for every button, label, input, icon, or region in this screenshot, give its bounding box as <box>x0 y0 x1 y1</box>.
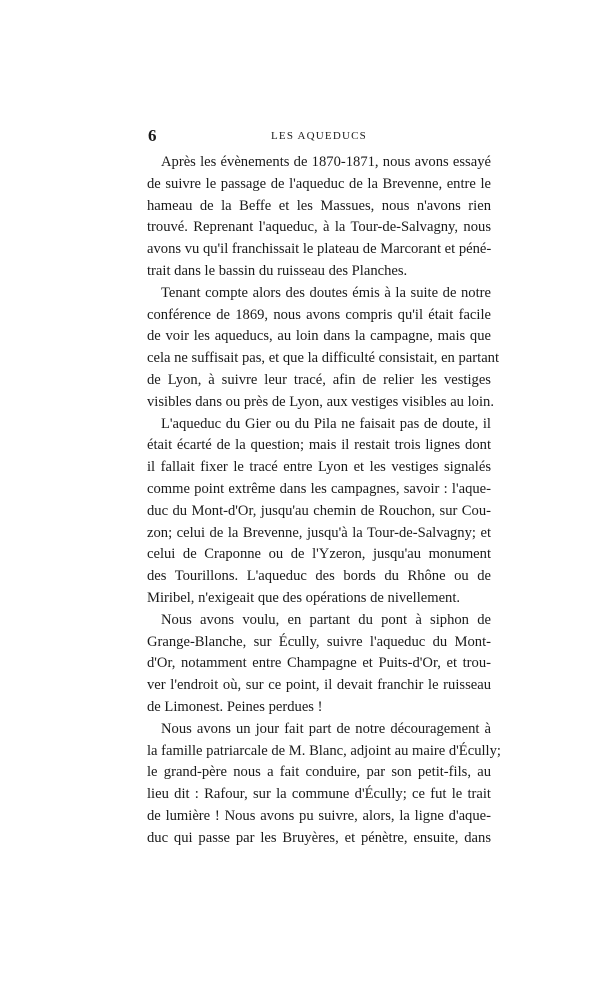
text-line: Grange-Blanche, sur Écully, suivre l'aqueduc du Mont- <box>147 633 491 650</box>
paragraph <box>147 152 491 283</box>
text-line: visibles dans ou près de Lyon, aux vestiges visibles au loin. <box>147 393 494 410</box>
text-line: avons vu qu'il franchissait le plateau de Marcorant et péné- <box>147 241 492 258</box>
text-line: le grand-père nous a fait conduire, par son petit-fils, au <box>147 764 491 781</box>
text-line: L'aqueduc du Gier ou du Pila ne faisait pas de doute, il <box>161 415 491 432</box>
page-number: 6 <box>148 126 157 145</box>
text-line: de Lyon, à suivre leur tracé, afin de relier les vestiges <box>147 371 491 388</box>
text-line: zon; celui de la Brevenne, jusqu'à la Tour-de-Salvagny; et <box>147 524 491 541</box>
text-line: la famille patriarcale de M. Blanc, adjoint au maire d'Écully; <box>147 742 501 759</box>
text-line: de suivre le passage de l'aqueduc de la Brevenne, entre le <box>147 175 491 192</box>
text-line: Après les évènements de 1870-1871, nous avons essayé <box>161 154 491 170</box>
text-line: conférence de 1869, nous avons compris qu'il était facile <box>147 306 491 323</box>
paragraph <box>147 719 501 850</box>
text-line: trouvé. Reprenant l'aqueduc, à la Tour-de-Salvagny, nous <box>147 219 491 236</box>
running-title: LES AQUEDUCS <box>271 130 367 142</box>
text-line: celui de Craponne ou de l'Yzeron, jusqu'au monument <box>147 546 491 563</box>
text-line: Nous avons un jour fait part de notre découragement à <box>161 720 491 737</box>
text-line: duc qui passe par les Bruyères, et pénètre, ensuite, dans <box>147 829 491 846</box>
text-line: hameau de la Beffe et les Massues, nous n'avons rien <box>147 197 491 214</box>
body-text <box>147 152 501 850</box>
paragraph <box>147 610 491 719</box>
text-line: Miribel, n'exigeait que des opérations de nivellement. <box>147 589 461 606</box>
text-line: Tenant compte alors des doutes émis à la suite de notre <box>161 284 491 301</box>
text-line: comme point extrême dans les campagnes, savoir : l'aque- <box>147 480 491 497</box>
text-line: des Tourillons. L'aqueduc des bords du Rhône ou de <box>147 568 491 585</box>
paragraph <box>147 414 491 610</box>
text-line: lieu dit : Rafour, sur la commune d'Écully; ce fut le trait <box>147 786 491 803</box>
text-line: trait dans le bassin du ruisseau des Planches. <box>147 262 408 279</box>
text-line: de lumière ! Nous avons pu suivre, alors, la ligne d'aque- <box>147 807 491 824</box>
text-line: de Limonest. Peines perdues ! <box>147 698 323 715</box>
text-line: duc du Mont-d'Or, jusqu'au chemin de Rouchon, sur Cou- <box>147 502 491 519</box>
text-line: Nous avons voulu, en partant du pont à siphon de <box>161 611 491 628</box>
page-header <box>148 126 490 146</box>
text-line: cela ne suffisait pas, et que la difficulté consistait, en partant <box>147 350 500 367</box>
text-line: était écarté de la question; mais il restait trois lignes dont <box>147 437 491 454</box>
text-line: de voir les aqueducs, au loin dans la campagne, mais que <box>147 328 491 345</box>
text-line: il fallait fixer le tracé entre Lyon et les vestiges signalés <box>147 459 491 476</box>
text-line: d'Or, notamment entre Champagne et Puits-d'Or, et trou- <box>147 655 491 672</box>
text-line: ver l'endroit où, sur ce point, il devait franchir le ruisseau <box>147 677 491 694</box>
paragraph <box>147 283 500 414</box>
